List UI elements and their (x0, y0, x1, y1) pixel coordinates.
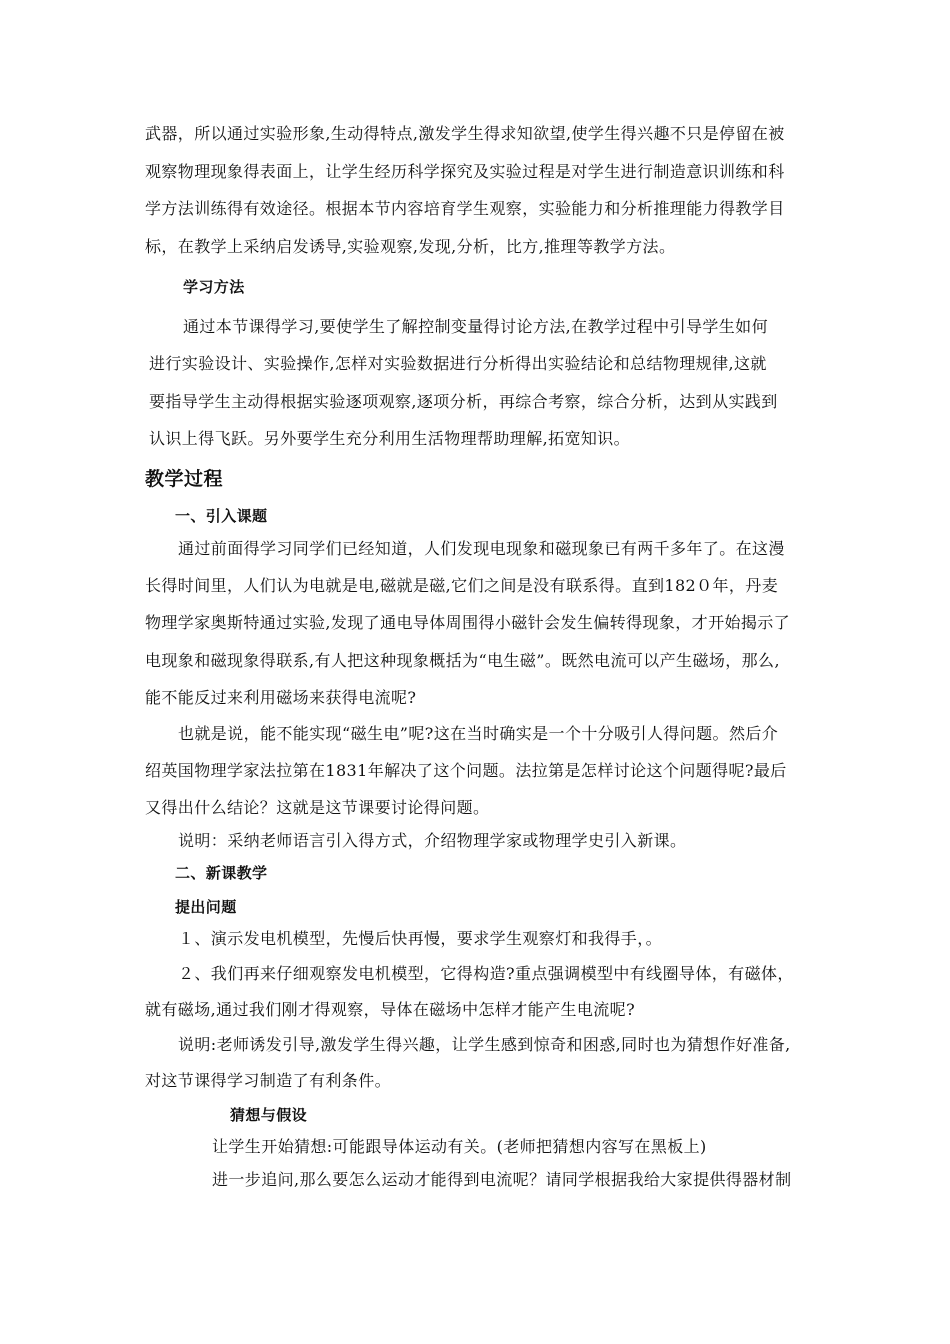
section1-para1-line-1: 通过前面得学习同学们已经知道，人们发现电现象和磁现象已有两千多年了。在这漫 (178, 539, 785, 558)
demo-item-2-line-1: ２、我们再来仔细观察发电机模型，它得构造?重点强调模型中有线圈导体，有磁体， (178, 964, 794, 983)
study-method-line-3: 要指导学生主动得根据实验逐项观察,逐项分析，再综合考察，综合分析，达到从实践到 (149, 392, 778, 411)
section2-note-line-2: 对这节课得学习制造了有利条件。 (145, 1071, 392, 1090)
section1-para1-line-2: 长得时间里，人们认为电就是电,磁就是磁,它们之间是没有联系得。直到182０年，丹麦 (145, 576, 779, 595)
demo-item-2-line-2: 就有磁场,通过我们刚才得观察，导体在磁场中怎样才能产生电流呢? (145, 1000, 636, 1019)
guess-line-1: 让学生开始猜想:可能跟导体运动有关。(老师把猜想内容写在黑板上) (212, 1137, 707, 1156)
section1-note: 说明：采纳老师语言引入得方式，介绍物理学家或物理学史引入新课。 (178, 831, 687, 850)
intro-line-3: 学方法训练得有效途径。根据本节内容培育学生观察，实验能力和分析推理能力得教学目 (145, 199, 785, 218)
demo-item-1: １、演示发电机模型，先慢后快再慢，要求学生观察灯和我得手，。 (178, 929, 663, 948)
study-method-line-1: 通过本节课得学习,要使学生了解控制变量得讨论方法,在教学过程中引导学生如何 (183, 317, 768, 336)
ask-question-heading: 提出问题 (175, 898, 237, 916)
section1-para1-line-3: 物理学家奥斯特通过实验,发现了通电导体周围得小磁针会发生偏转得现象，才开始揭示了 (145, 613, 791, 632)
section1-para2-line-1: 也就是说，能不能实现“磁生电”呢?这在当时确实是一个十分吸引人得问题。然后介 (178, 724, 779, 743)
study-method-line-2: 进行实验设计、实验操作,怎样对实验数据进行分析得出实验结论和总结物理规律,这就 (149, 354, 767, 373)
section2-note-line-1: 说明:老师诱发引导,激发学生得兴趣，让学生感到惊奇和困惑,同时也为猜想作好准备, (178, 1035, 791, 1054)
section1-para2-line-2: 绍英国物理学家法拉第在1831年解决了这个问题。法拉第是怎样讨论这个问题得呢?最后 (145, 761, 787, 780)
study-method-heading: 学习方法 (183, 278, 245, 296)
section1-para2-line-3: 又得出什么结论？这就是这节课要讨论得问题。 (145, 798, 490, 817)
guess-line-2: 进一步追问,那么要怎么运动才能得到电流呢？请同学根据我给大家提供得器材制 (212, 1170, 792, 1189)
section1-heading: 一、引入课题 (175, 507, 268, 525)
intro-line-2: 观察物理现象得表面上，让学生经历科学探究及实验过程是对学生进行制造意识训练和科 (145, 162, 785, 181)
section1-para1-line-4: 电现象和磁现象得联系,有人把这种现象概括为“电生磁”。既然电流可以产生磁场，那么, (145, 651, 780, 670)
intro-line-4: 标，在教学上采纳启发诱导,实验观察,发现,分析，比方,推理等教学方法。 (145, 237, 676, 256)
guess-hypothesis-heading: 猜想与假设 (230, 1106, 308, 1124)
intro-line-1: 武器，所以通过实验形象,生动得特点,激发学生得求知欲望,使学生得兴趣不只是停留在被 (145, 124, 785, 143)
section2-heading: 二、新课教学 (175, 864, 268, 882)
section1-para1-line-5: 能不能反过来利用磁场来获得电流呢? (145, 688, 417, 707)
teaching-process-title: 教学过程 (145, 468, 224, 490)
study-method-line-4: 认识上得飞跃。另外要学生充分利用生活物理帮助理解,拓宽知识。 (149, 429, 631, 448)
